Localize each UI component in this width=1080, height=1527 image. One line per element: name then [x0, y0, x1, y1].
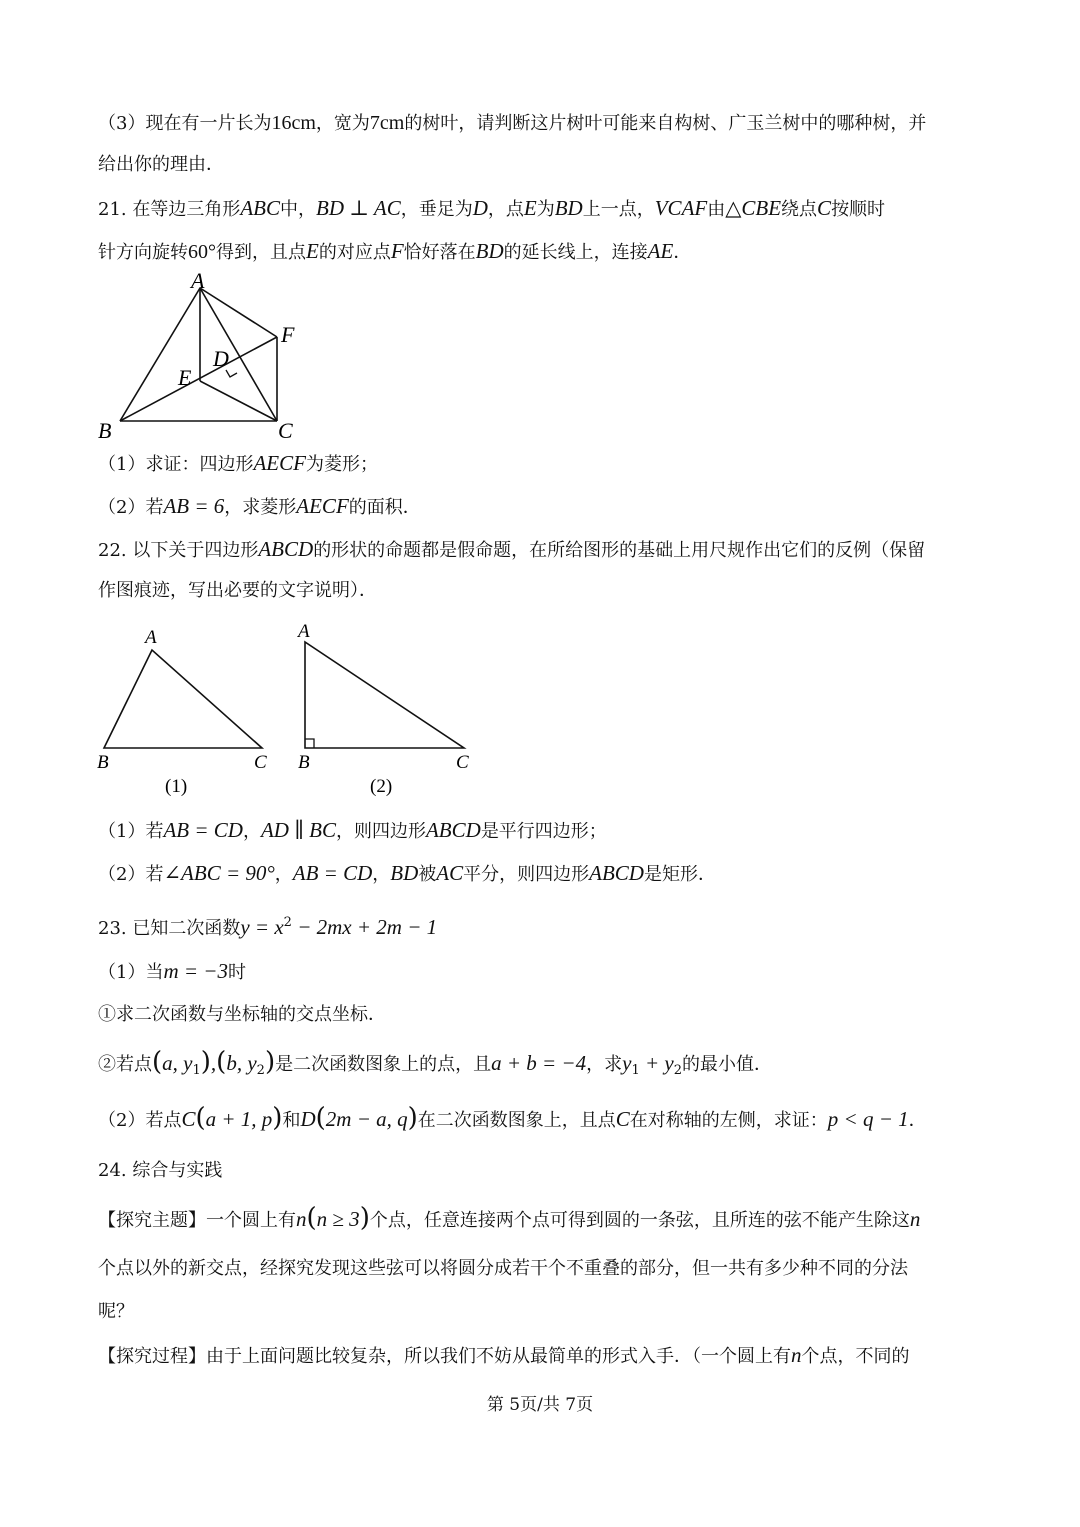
- text: ，宽为: [315, 113, 370, 134]
- fig1-label-b: B: [97, 752, 109, 773]
- text: （1）当: [98, 962, 164, 983]
- q22-part2: [98, 860, 716, 888]
- parenthesis: (: [195, 1103, 206, 1133]
- label-a: A: [191, 268, 205, 293]
- text: 绕点: [781, 199, 818, 220]
- text: 为菱形；: [305, 454, 378, 475]
- text: y = x: [240, 915, 284, 939]
- text: E: [523, 196, 537, 220]
- parenthesis: ): [272, 1103, 283, 1133]
- text: a + 1, p: [205, 1107, 273, 1131]
- fig1-label-a: A: [145, 627, 157, 648]
- text: C: [181, 1107, 196, 1131]
- q23-part2: [98, 1103, 927, 1134]
- parenthesis: ): [200, 1047, 211, 1077]
- text: ．: [908, 1110, 927, 1131]
- text: + y: [639, 1051, 674, 1075]
- text: 按顺时: [831, 199, 886, 220]
- text: 针方向旋转: [98, 242, 188, 263]
- text: b, y: [226, 1051, 257, 1075]
- parenthesis: ): [264, 1047, 276, 1077]
- text: 的最小值．: [682, 1054, 772, 1075]
- text: AD ∥ BC: [260, 818, 336, 842]
- text: ，: [372, 864, 391, 885]
- segment-ab: [120, 288, 200, 421]
- q21-stem-line1: [98, 195, 885, 223]
- text: BD: [390, 861, 419, 885]
- text: ，则四边形: [335, 821, 426, 842]
- width-value: 7cm: [369, 112, 405, 134]
- text: AC: [436, 861, 464, 885]
- text: VCAF: [654, 196, 708, 220]
- text: a + b = −4: [491, 1051, 587, 1075]
- q20-part3-line2: [98, 152, 224, 178]
- text: ②若点: [98, 1054, 152, 1075]
- label-f: F: [281, 322, 295, 347]
- q22-figures: [90, 615, 490, 800]
- parenthesis: ): [359, 1203, 370, 1233]
- text: ，垂足为: [400, 199, 473, 220]
- text: ，: [274, 864, 293, 885]
- parenthesis: (: [315, 1103, 326, 1133]
- text: 是平行四边形；: [480, 821, 607, 842]
- text: 为: [536, 199, 555, 220]
- text: AB = CD: [292, 861, 373, 885]
- text: ，求: [586, 1054, 623, 1075]
- fig2-label-b: B: [298, 752, 310, 773]
- text: 的对应点: [318, 242, 391, 263]
- text: C: [615, 1107, 630, 1131]
- text: ①求二次函数与坐标轴的交点坐标．: [98, 1004, 386, 1025]
- q23-stem: [98, 910, 437, 942]
- label-c: C: [278, 418, 293, 443]
- q23-part1-item2: ②若点(a, $y_1),(b$, $y_2$)是二次函数图象上的点，且a + b = −4，求$y_1 + y_2$的最小值．: [98, 1047, 772, 1078]
- text: 23. 已知二次函数: [98, 918, 241, 939]
- text: y: [622, 1051, 632, 1075]
- fig2-caption: (2): [370, 776, 393, 797]
- text: 24. 综合与实践: [98, 1160, 223, 1181]
- text: 是矩形．: [643, 864, 716, 885]
- text: AECF: [253, 451, 306, 475]
- text: 21. 在等边三角形: [98, 199, 241, 220]
- text: （1）若: [98, 821, 164, 842]
- text: 【探究过程】: [98, 1346, 206, 1367]
- text: a, y: [162, 1051, 193, 1075]
- text: m = −3: [163, 959, 228, 983]
- text: AE: [647, 239, 674, 263]
- text: 的树叶，请判断这片树叶可能来自构树、广玉兰树中的哪种树，并: [404, 113, 927, 134]
- text: 60°: [188, 241, 216, 263]
- parenthesis: (: [152, 1047, 163, 1077]
- text: D: [472, 196, 488, 220]
- text: BD: [554, 196, 583, 220]
- text: 得到，且点: [216, 242, 306, 263]
- text: （1）求证：四边形: [98, 454, 254, 475]
- text: ABCD: [425, 818, 481, 842]
- text: ，求菱形: [224, 497, 297, 518]
- text: 的面积．: [348, 497, 421, 518]
- q24-process-line1: [98, 1342, 910, 1370]
- text: AECF: [296, 494, 349, 518]
- text: 作图痕迹，写出必要的文字说明）．: [98, 580, 377, 601]
- text: ，: [242, 821, 261, 842]
- text: 和: [282, 1110, 301, 1131]
- text: （2）若: [98, 864, 164, 885]
- text: 上一点，: [582, 199, 655, 220]
- text: 平分，则四边形: [463, 864, 590, 885]
- text: ABCD: [258, 537, 314, 561]
- text: 的形状的命题都是假命题，在所给图形的基础上用尺规作出它们的反例（保留: [313, 540, 926, 561]
- text: 由于上面问题比较复杂，所以我们不妨从最简单的形式入手．（一个圆上有: [206, 1346, 791, 1367]
- text: n: [909, 1207, 921, 1231]
- parenthesis: ): [407, 1103, 418, 1133]
- parenthesis: (: [216, 1047, 227, 1077]
- text: 在二次函数图象上，且点: [417, 1110, 616, 1131]
- text: ．: [673, 242, 692, 263]
- triangle-1: [104, 650, 262, 748]
- text: 给出你的理由．: [98, 154, 224, 175]
- segment-af: [200, 288, 277, 337]
- text: E: [306, 239, 319, 263]
- q21-figure: [90, 268, 320, 448]
- q22-part1: [98, 817, 607, 845]
- fig2-label-c: C: [456, 752, 469, 773]
- q23-part1: [98, 958, 246, 986]
- fig2-label-a: A: [298, 621, 310, 642]
- text: AB = 6: [163, 494, 225, 518]
- text: n: [296, 1207, 307, 1231]
- text: 呢？: [98, 1301, 134, 1322]
- text: 个点，任意连接两个点可得到圆的一条弦，且所连的弦不能产生除这: [369, 1210, 910, 1231]
- q23-part1-item1: [98, 1002, 386, 1028]
- text: BD: [475, 239, 504, 263]
- text: BD ⊥ AC: [316, 196, 401, 220]
- text: 2m − a, q: [325, 1107, 408, 1131]
- text: 22. 以下关于四边形: [98, 540, 259, 561]
- text: 被: [418, 864, 437, 885]
- q22-stem-line2: [98, 578, 377, 604]
- q21-part2: [98, 493, 421, 521]
- right-angle-mark-b: [305, 739, 314, 748]
- text: 【探究主题】: [98, 1210, 206, 1231]
- parenthesis: (: [306, 1203, 317, 1233]
- fig1-caption: (1): [165, 776, 188, 797]
- text: 一个圆上有: [206, 1210, 296, 1231]
- text: 在对称轴的左侧，求证：: [629, 1110, 828, 1131]
- text: 由: [707, 199, 726, 220]
- text: F: [390, 239, 404, 263]
- text: 个点以外的新交点，经探究发现这些弦可以将圆分成若干个不重叠的部分，但一共有多少种不同的分法: [98, 1258, 908, 1279]
- text: 1: [192, 1063, 201, 1078]
- text: 中，: [280, 199, 317, 220]
- label-b: B: [98, 418, 112, 443]
- q24-theme-line2: [98, 1256, 908, 1282]
- text: 2: [283, 915, 292, 930]
- text: 是二次函数图象上的点，且: [275, 1054, 492, 1075]
- text: AB = CD: [163, 818, 243, 842]
- page-footer: 第 5页/共 7页: [486, 1395, 594, 1415]
- q24-theme-line1: [98, 1203, 921, 1234]
- text: 恰好落在: [403, 242, 476, 263]
- text: （2）若: [98, 497, 164, 518]
- text: p < q − 1: [827, 1107, 909, 1131]
- text: n ≥ 3: [316, 1207, 360, 1231]
- text: 2: [256, 1063, 265, 1078]
- q24-title: [98, 1158, 222, 1184]
- text: 1: [631, 1063, 640, 1078]
- text: ∠ABC = 90°: [163, 861, 275, 885]
- q21-stem-line2: [98, 238, 691, 266]
- text: ，点: [487, 199, 524, 220]
- text: △CBE: [725, 196, 782, 220]
- text: 时: [227, 962, 246, 983]
- text: 2: [673, 1063, 682, 1078]
- fig1-label-c: C: [254, 752, 267, 773]
- text: ABC: [240, 196, 281, 220]
- text: 的延长线上，连接: [503, 242, 648, 263]
- text: n: [791, 1343, 802, 1367]
- q21-part1: [98, 450, 378, 478]
- q20-part3-line1: [98, 110, 926, 137]
- label-e: E: [178, 365, 192, 390]
- text: − 2mx + 2m − 1: [291, 915, 438, 939]
- text: C: [817, 196, 832, 220]
- q24-theme-line3: [98, 1299, 134, 1325]
- text: （2）若点: [98, 1110, 182, 1131]
- label-d: D: [213, 346, 229, 371]
- right-angle-mark: [226, 370, 237, 377]
- q22-stem-line1: [98, 536, 925, 564]
- text: D: [300, 1107, 316, 1131]
- text: （3）现在有一片长为: [98, 113, 272, 134]
- triangle-2: [305, 642, 464, 748]
- text: 个点，不同的: [801, 1346, 910, 1367]
- text: ABCD: [589, 861, 644, 885]
- length-value: 16cm: [271, 112, 316, 134]
